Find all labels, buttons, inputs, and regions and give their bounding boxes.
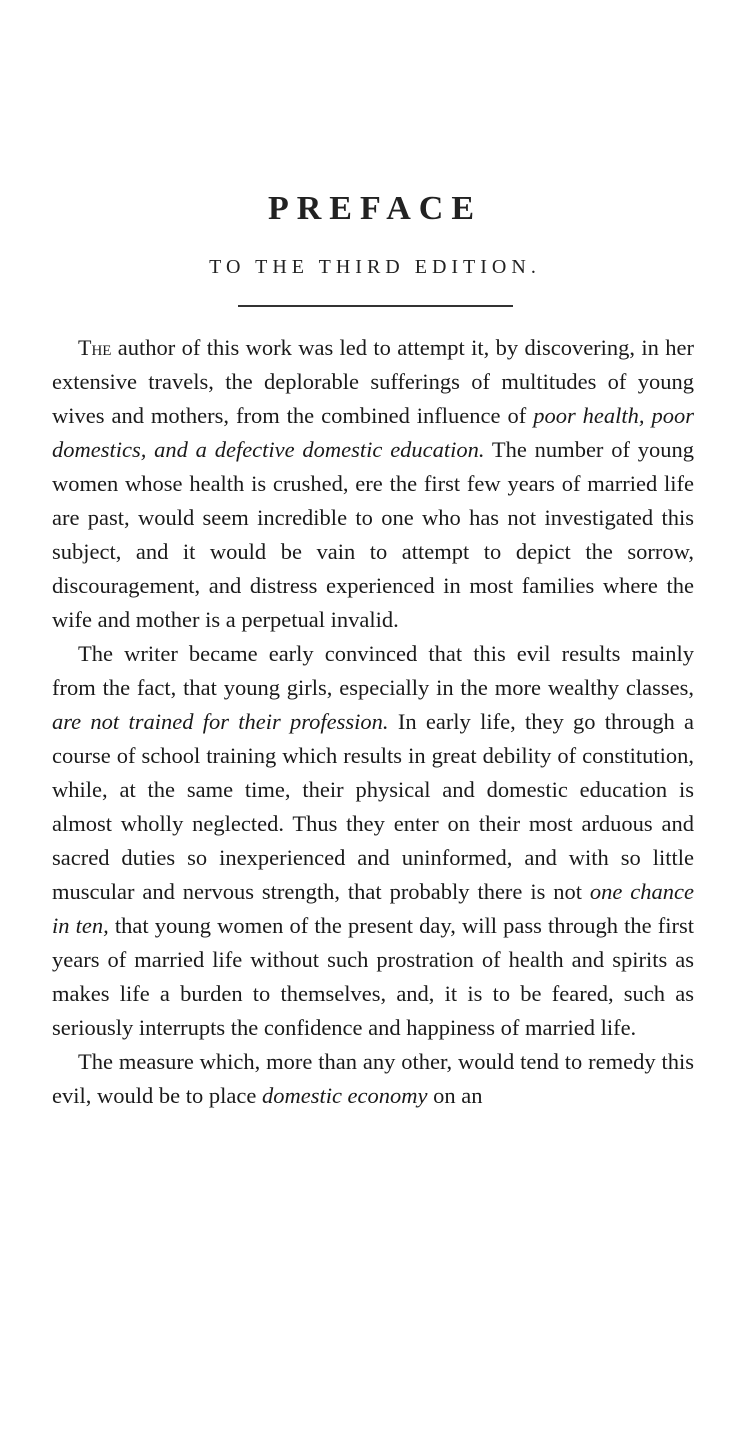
- paragraph-2-segment-3: In early life, they go through a course of school training which results in great debility of constitution, while, at the same time, their physical and domestic education is almost wholly neglected. Thus they enter on their most arduous and sacred duties so inexperienced and uninformed, and with so little muscular and nervous strength, that probably there is not: [52, 709, 694, 904]
- paragraph-1-segment-3: poor health, poor domestics, and a defective domestic education.: [52, 403, 694, 462]
- paragraph-3: [52, 1045, 694, 1113]
- paragraph-3-segment-3: on an: [427, 1083, 483, 1108]
- paragraph-1-segment-1: The: [78, 335, 112, 360]
- paragraph-2-segment-4: one chance in ten,: [52, 879, 694, 938]
- title-rule: [238, 305, 513, 307]
- paragraph-1-segment-2: author of this work was led to attempt it, by discovering, in her extensive travels, the deplorable sufferings of multitudes of young wives and mothers, from the combined influence of: [52, 335, 694, 428]
- paragraph-3-segment-1: The measure which, more than any other, would tend to remedy this evil, would be to place: [52, 1049, 694, 1108]
- page-subtitle: TO THE THIRD EDITION.: [209, 256, 541, 278]
- paragraph-1-segment-4: The number of young women whose health is crushed, ere the first few years of married life are past, would seem incredible to one who has not investigated this subject, and it would be vain to attempt to depict the sorrow, discouragement, and distress experienced in most families where the wife and mother is a perpetual invalid.: [52, 437, 694, 632]
- preface-body: [52, 331, 694, 1113]
- paragraph-3-segment-2: domestic economy: [261, 1083, 428, 1108]
- paragraph-2-segment-1: The writer became early convinced that this evil results mainly from the fact, that young girls, especially in the more wealthy classes,: [52, 641, 694, 700]
- paragraph-2: [52, 637, 694, 1045]
- paragraph-2-segment-2: are not trained for their profession.: [52, 709, 389, 734]
- paragraph-2-segment-5: that young women of the present day, will pass through the first years of married life without such prostration of health and spirits as makes life a burden to themselves, and, it is to be feared, such as seriously interrupts the confidence and happiness of married life.: [52, 913, 694, 1040]
- page-title: PREFACE: [267, 190, 483, 227]
- paragraph-1: [52, 331, 694, 637]
